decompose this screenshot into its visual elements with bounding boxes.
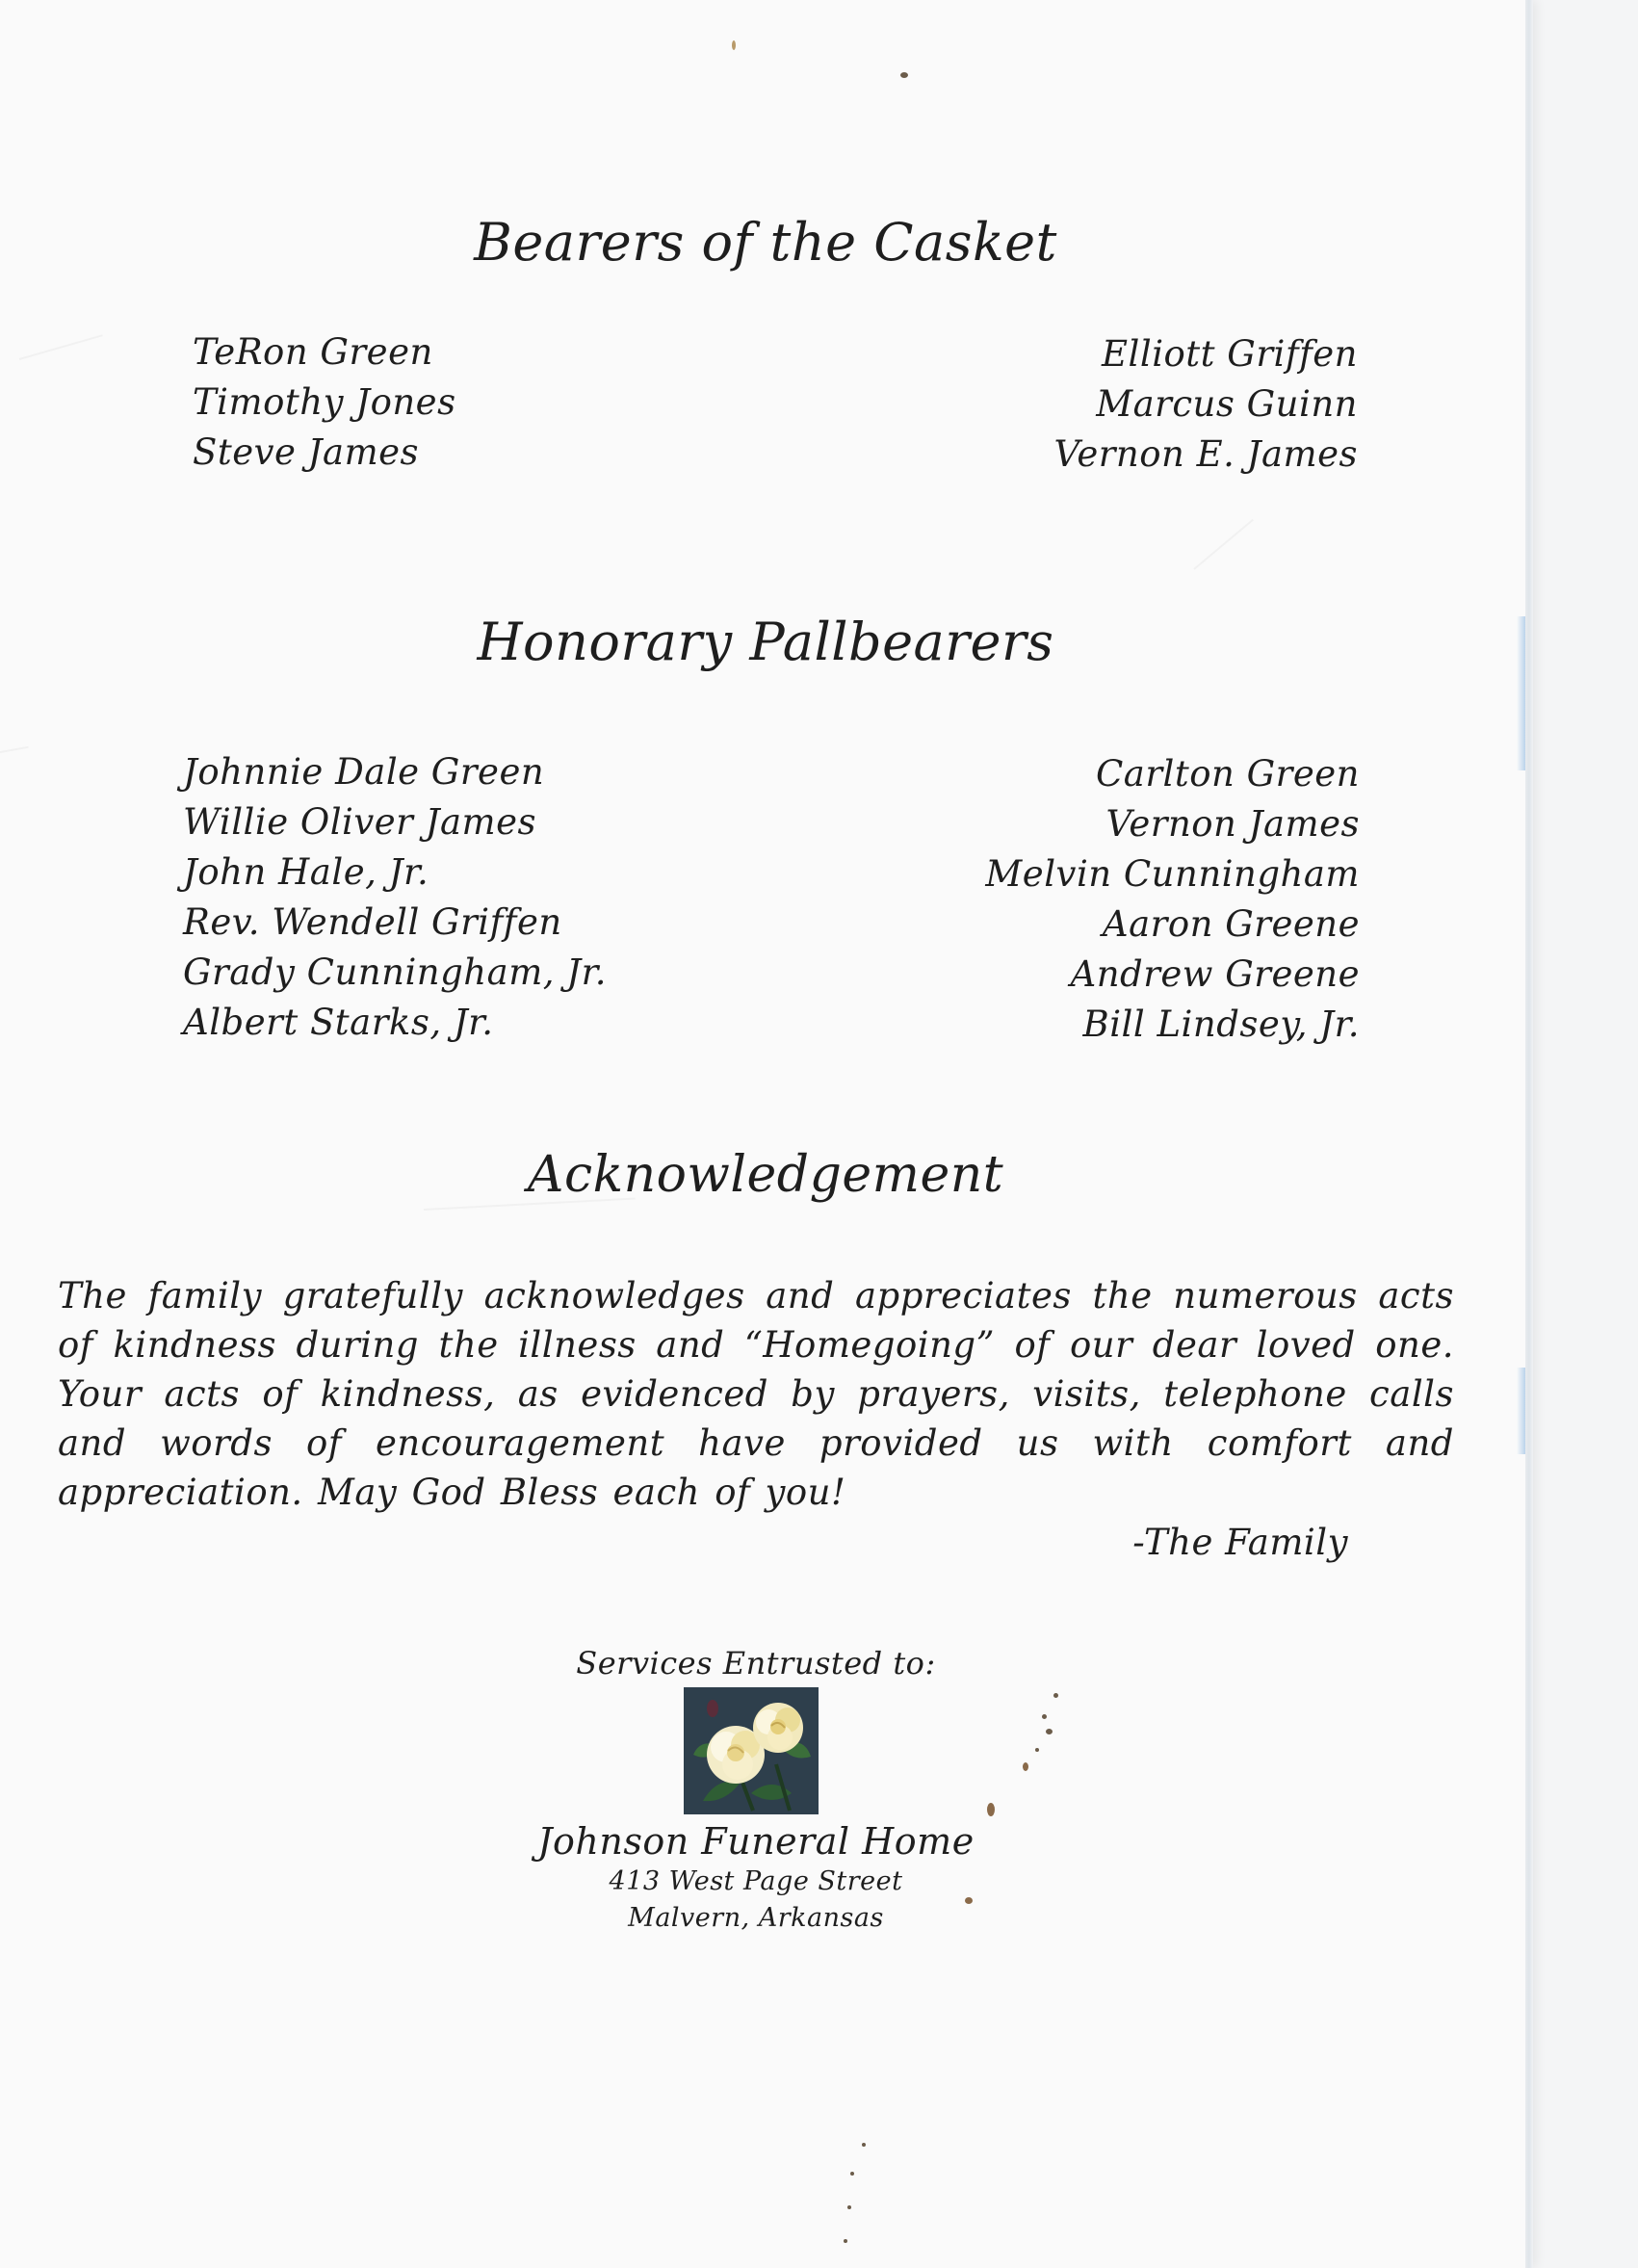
paper-speck [1046, 1729, 1053, 1734]
honorary-pallbearer-name: Albert Starks, Jr. [183, 1002, 494, 1043]
casket-bearer-name: Vernon E. James [1053, 433, 1358, 475]
honorary-pallbearer-name: Melvin Cunningham [985, 853, 1360, 895]
casket-bearers-right-list [973, 329, 1358, 480]
honorary-pallbearers-heading: Honorary Pallbearers [477, 612, 1054, 672]
honorary-pallbearer-name: Aaron Greene [1102, 903, 1360, 945]
funeral-home-address-street: 413 West Page Street [609, 1866, 903, 1896]
paper-speck [987, 1803, 995, 1816]
paper-speck [1023, 1762, 1028, 1771]
honorary-pallbearer-name: Willie Oliver James [183, 801, 536, 843]
acknowledgement-heading: Acknowledgement [527, 1146, 1004, 1204]
honorary-pallbearer-name: Rev. Wendell Griffen [183, 901, 562, 943]
honorary-pallbearers-left-list [183, 747, 607, 1048]
paper-crease [0, 746, 29, 753]
casket-bearer-name: Elliott Griffen [1102, 333, 1358, 375]
honorary-pallbearers-right-list [878, 749, 1360, 1050]
honorary-pallbearer-name: Vernon James [1105, 803, 1360, 845]
honorary-pallbearer-name: Carlton Green [1096, 753, 1360, 795]
honorary-pallbearer-name: Bill Lindsey, Jr. [1082, 1004, 1360, 1045]
paper-speck [862, 2143, 866, 2147]
paper-speck [732, 40, 736, 50]
casket-bearer-name: Steve James [193, 431, 420, 473]
paper-speck [1035, 1748, 1039, 1752]
paper-speck [844, 2239, 847, 2243]
honorary-pallbearer-name: Johnnie Dale Green [183, 751, 545, 793]
paper-speck [847, 2205, 851, 2209]
acknowledgement-signoff: -The Family [1132, 1522, 1348, 1563]
funeral-home-address-city: Malvern, Arkansas [628, 1903, 884, 1933]
casket-bearer-name: TeRon Green [193, 331, 433, 373]
paper-crease [19, 334, 103, 360]
funeral-home-name: Johnson Funeral Home [537, 1820, 975, 1863]
acknowledgement-text: The family gratefully acknowledges and appreciates the numerous acts of kindness during the illness and “Homegoing” of our dear loved one. Your acts of kindness, as evidenced by prayers, visits, telephone calls and words of encouragement have provided us with comfort and appreciation. May God Bless each of you! [58, 1275, 1454, 1513]
casket-bearers-left-list [193, 327, 456, 478]
paper-speck [1042, 1714, 1047, 1719]
casket-bearer-name: Marcus Guinn [1096, 383, 1358, 425]
paper-speck [1053, 1693, 1058, 1698]
honorary-pallbearer-name: John Hale, Jr. [183, 851, 429, 893]
paper-speck [850, 2172, 854, 2176]
casket-bearers-heading: Bearers of the Casket [474, 212, 1057, 273]
casket-bearer-name: Timothy Jones [193, 381, 456, 423]
services-entrusted-label: Services Entrusted to: [576, 1645, 936, 1681]
paper-crease [1193, 519, 1254, 570]
white-roses-icon [684, 1687, 819, 1814]
page-fold-edge [1525, 0, 1533, 2268]
paper-speck [900, 72, 908, 78]
honorary-pallbearer-name: Andrew Greene [1070, 953, 1360, 995]
honorary-pallbearer-name: Grady Cunningham, Jr. [183, 952, 608, 993]
